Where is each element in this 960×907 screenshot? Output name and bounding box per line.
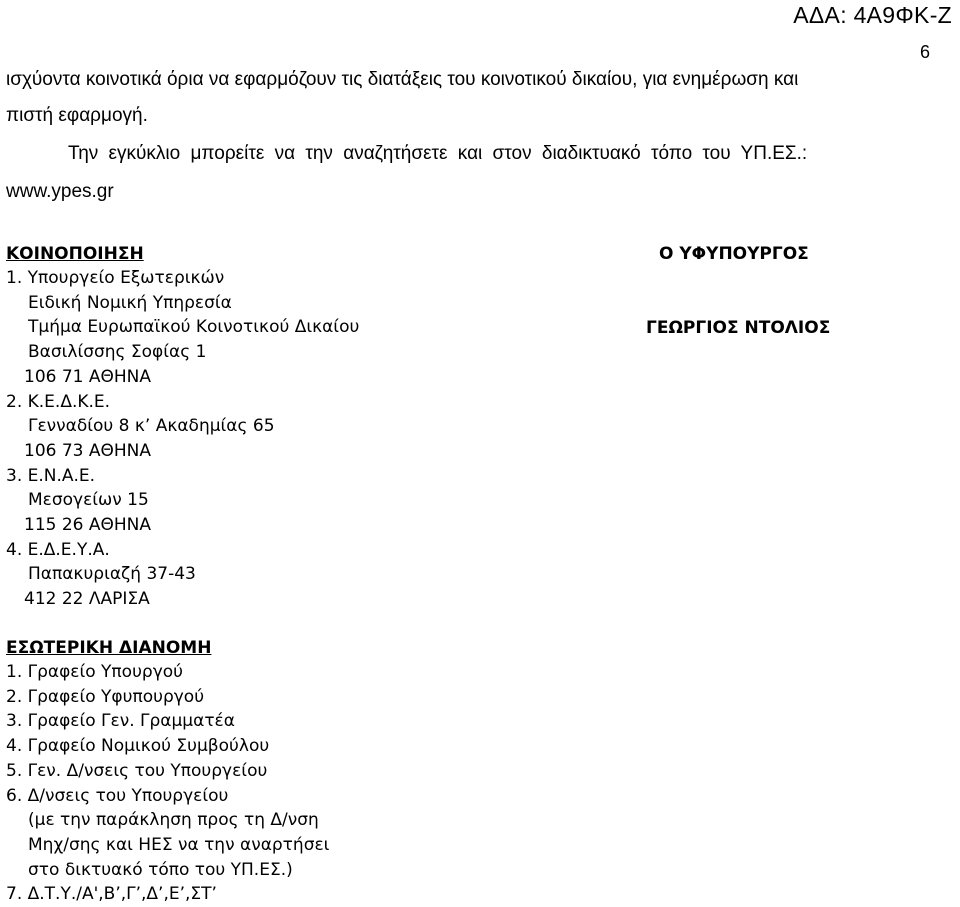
signature-name: ΓΕΩΡΓΙΟΣ ΝΤΟΛΙΟΣ [646,318,831,338]
list-item: 2. Γραφείο Υφυπουργού [6,686,205,707]
notification-heading: ΚΟΙΝΟΠΟΙΗΣΗ [6,244,144,264]
list-item: 1. Γραφείο Υπουργού [6,662,183,682]
intro-line-1: ισχύοντα κοινοτικά όρια να εφαρμόζουν τις διατάξεις του κοινοτικού δικαίου, για ενημέρωση και [6,69,799,90]
list-item: Μηχ/σης και ΗΕΣ να την αναρτήσει [28,834,330,855]
list-item: Τμήμα Ευρωπαϊκού Κοινοτικού Δικαίου [28,317,360,338]
list-item: 6. Δ/νσεις του Υπουργείου [6,785,229,806]
list-item: 412 22 ΛΑΡΙΣΑ [24,589,150,610]
intro-line-2: πιστή εφαρμογή. [6,105,148,126]
list-item: 5. Γεν. Δ/νσεις του Υπουργείου [6,760,268,781]
list-item: 4. Γραφείο Νομικού Συμβούλου [6,736,270,757]
list-item: 7. Δ.Τ.Υ./Α',Β’,Γ’,Δ’,Ε’,ΣΤ’ [6,884,217,905]
internal-distribution-heading: ΕΣΩΤΕΡΙΚΗ ΔΙΑΝΟΜΗ [6,638,212,658]
list-item: Μεσογείων 15 [28,490,149,511]
signature-role: Ο ΥΦΥΠΟΥΡΓΟΣ [659,244,809,264]
notification-list [6,266,359,612]
list-item: στο δικτυακό τόπο του ΥΠ.ΕΣ.) [28,859,293,880]
list-item: 4. Ε.Δ.Ε.Υ.Α. [6,539,110,560]
list-item: Ειδική Νομική Υπηρεσία [28,292,232,313]
list-item: Γενναδίου 8 κ’ Ακαδημίας 65 [28,416,275,437]
list-item: 115 26 ΑΘΗΝΑ [24,515,152,536]
list-item: (με την παράκληση προς τη Δ/νση [28,810,319,831]
list-item: 1. Υπουργείο Εξωτερικών [6,268,225,288]
internal-distribution-list [6,660,329,907]
intro-line-3: Την εγκύκλιο μπορείτε να την αναζητήσετε και στον διαδικτυακό τόπο του ΥΠ.ΕΣ.: [68,143,808,164]
page-number: 6 [919,42,930,62]
list-item: Παπακυριαζή 37-43 [28,564,196,585]
list-item: 106 73 ΑΘΗΝΑ [24,440,152,461]
list-item: 3. Ε.Ν.Α.Ε. [6,465,96,486]
list-item: 3. Γραφείο Γεν. Γραμματέα [6,711,235,732]
website-link[interactable]: www.ypes.gr [6,181,114,202]
ada-code: ΑΔΑ: 4Α9ΦΚ-Ζ [793,2,952,28]
list-item: 106 71 ΑΘΗΝΑ [24,366,152,387]
list-item: 2. Κ.Ε.Δ.Κ.Ε. [6,391,111,412]
list-item: Βασιλίσσης Σοφίας 1 [28,342,207,363]
